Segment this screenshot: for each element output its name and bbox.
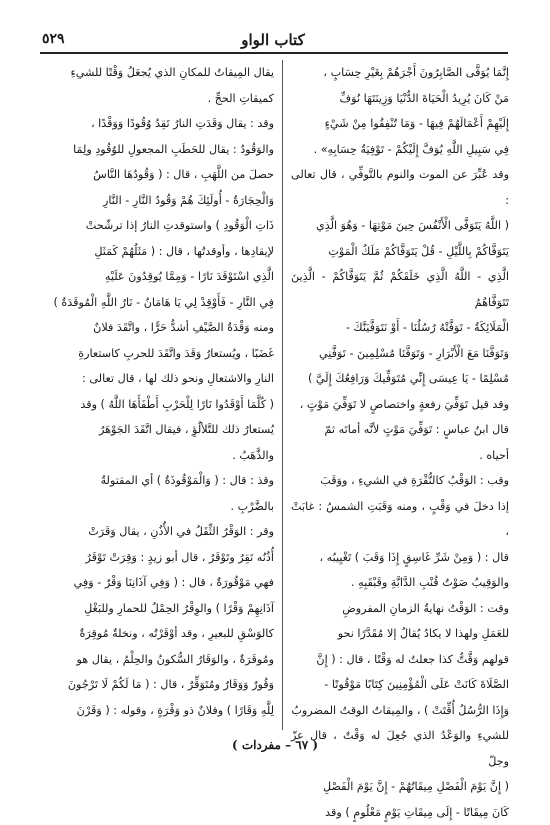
text-line: يُستعارُ ذلك للتَّلألُؤِ ، فيقال اتَّقَدَ الجَوْهَرُ: [52, 417, 274, 443]
text-line: الْمَلَائِكَةُ - تَوَفَّتْهُ رُسُلُنَا - أَوْ نَتَوَفَّيَنَّكَ -: [291, 315, 509, 341]
text-line: لِلَّهِ وَقَارًا ) وفلانٌ ذو وَقْرَةٍ ، وقوله : ( وَقَرْنَ: [52, 698, 274, 724]
text-line: وقب : الوَقْبُ كالنُّقْرَةِ في الشيءِ ، ووَقَبَ: [291, 468, 509, 494]
text-line: ( اللَّهُ يَتَوَفَّى الْأَنْفُسَ حِينَ مَوْتِهَا - وَهُوَ الَّذِي: [291, 213, 509, 239]
text-line: قولهم وَقَّتُّ كذا جعلتُ له وَقْتًا ، قال : ( إِنَّ: [291, 647, 509, 673]
text-line: الَّذِي - اللَّهُ الَّذِي خَلَقَكُمْ ثُمَّ يَتَوَفَّاكُمْ - الَّذِينَ تَتَوَفَّاهُمُ: [291, 264, 509, 315]
text-line: ( إِنَّ يَوْمَ الْفَصْلِ مِيقَاتُهُمْ - إِنَّ يَوْمَ الْفَصْلِ: [291, 774, 509, 800]
text-line: النارِ والاشتعالِ ونحو ذلك لها ، قال تعالى :: [52, 366, 274, 392]
text-line: مَنْ كَانَ يُرِيدُ الْحَيَاةَ الدُّنْيَا وَزِينَتَهَا نُوَفِّ: [291, 86, 509, 112]
text-line: للعَمَلِ ولهذا لا يكادُ يُقالُ إلا مُقَدَّرًا نحو: [291, 621, 509, 647]
text-line: مُسْلِمًا - يَا عِيسَى إِنِّي مُتَوَفِّيكَ وَرَافِعُكَ إِلَيَّ ): [291, 366, 509, 392]
signature-mark: ( ٦٧ – مفردات ): [0, 738, 550, 752]
text-line: لإيقادِها ، وأوقدتُها ، قال : ( مَثَلُهُمْ كَمَثَلِ: [52, 239, 274, 265]
page-number: ٥٢٩: [42, 31, 65, 47]
left-column: [52, 60, 274, 723]
text-line: وقذ : قال : ( وَالْمَوْقُوذَةُ ) أي المقتولةُ: [52, 468, 274, 494]
text-line: ومنه وَقْدَةُ الصَّيْفِ أشدُّ حَرًّا ، واتَّقَدَ فلانٌ: [52, 315, 274, 341]
text-line: والوَقُودُ : يقال للحَطَبِ المجعولِ للوُقُودِ ولِمَا: [52, 137, 274, 163]
page-header: [40, 28, 506, 52]
text-line: أحياه .: [291, 443, 509, 469]
text-line: أُذُنُه تَقِرُ وتَوْقَرُ ، قال أبو زيدٍ : وَقِرَتْ تَوْقَرُ: [52, 545, 274, 571]
text-line: حصلَ من اللَّهَبِ ، قال : ( وَقُودُهَا النَّاسُ: [52, 162, 274, 188]
text-line: وَإِذَا الرُّسُلُ أُقِّتَتْ ) ، والمِيقاتُ الوقتُ المضروبُ: [291, 698, 509, 724]
text-line: غَضَبًا ، ويُستعارُ وَقَدَ واتَّقَدَ للحربِ كاستعارةِ: [52, 341, 274, 367]
text-line: الَّذِي اسْتَوْقَدَ نَارًا - وَمِمَّا يُوقِدُونَ عَلَيْهِ: [52, 264, 274, 290]
text-line: كالوَسْقِ للبعيرِ ، وقد أوْقَرْتُه ، ونخلةٌ مُوقِرَةٌ: [52, 621, 274, 647]
text-line: ومُوقَرَةٌ ، والوَقَارُ السُّكونُ والحِلْمُ ، يقال هو: [52, 647, 274, 673]
header-rule: [40, 52, 508, 54]
text-line: والوَقِيبُ صَوْتُ قُنْبِ الدَّابَّةِ وقَبْقَبِهِ .: [291, 570, 509, 596]
text-line: وقد : يقال وَقَدَتِ النارُ تَقِدُ وُقُودًا وَوَقْدًا ،: [52, 111, 274, 137]
text-line: بالضَّرْبِ .: [52, 494, 274, 520]
text-line: يقال المِيقاتُ للمكانِ الذي يُجعَلُ وَقْتًا للشيءِ: [52, 60, 274, 86]
text-line: وَتَوَفَّنَا مَعَ الْأَبْرَارِ - وَتَوَفَّنَا مُسْلِمِينَ - تَوَفَّنِي: [291, 341, 509, 367]
text-line: كَانَ مِيقَاتًا - إِلَى مِيقَاتِ يَوْمٍ مَعْلُومٍ ) وقد: [291, 800, 509, 825]
text-line: للشيءِ والوَعْدُ الذي جُعِلَ له وَقْتٌ ، قال عزّ وجلّ: [291, 723, 509, 774]
text-line: وقد عُبِّرَ عن الموت والنوم بالتَّوفِّي ، قال تعالى :: [291, 162, 509, 213]
column-divider: [282, 60, 283, 730]
text-line: يَتَوَفَّاكُمْ بِاللَّيْلِ - قُلْ يَتَوَفَّاكُمْ مَلَكُ الْمَوْتِ: [291, 239, 509, 265]
text-line: وقد قيل تَوَفِّيَ رفعةٍ واختصاصٍ لا تَوَفِّيَ مَوْتٍ ،: [291, 392, 509, 418]
text-line: فِي النَّارِ - فَأَوْقِدْ لِي يَا هَامَانُ - نَارُ اللَّهِ الْمُوقَدَةُ ): [52, 290, 274, 316]
text-line: آذَانِهِمْ وَقْرًا ) والوِقْرُ الحِمْلُ للحمارِ وللبَغْلِ: [52, 596, 274, 622]
text-line: ( كُلَّمَا أَوْقَدُوا نَارًا لِلْحَرْبِ أَطْفَأَهَا اللَّهُ ) وقد: [52, 392, 274, 418]
text-line: فِي سَبِيلِ اللَّهِ يُوَفَّ إِلَيْكُمْ - تَوْفِيَةُ حِسَابِهِ» .: [291, 137, 509, 163]
text-line: وقت : الوَقْتُ نهايةُ الزمانِ المفروضِ: [291, 596, 509, 622]
right-column: [291, 60, 509, 825]
text-line: قال ابنُ عباسٍ : تَوَفِّيَ مَوْتٍ لأنَّه أماتَه ثمّ: [291, 417, 509, 443]
text-line: قال : ( وَمِنْ شَرِّ غَاسِقٍ إِذَا وَقَبَ ) تَغْيِيبُه ،: [291, 545, 509, 571]
text-line: الصَّلَاةَ كَانَتْ عَلَى الْمُؤْمِنِينَ كِتَابًا مَوْقُوتًا -: [291, 672, 509, 698]
text-line: والذَّهَبُ .: [52, 443, 274, 469]
text-line: فهي مَوْقُورَةٌ ، قال : ( وَفِي آذَانِنَا وَقْرٌ - وَفِي: [52, 570, 274, 596]
text-line: وقر : الوَقْرُ الثِّقَلُ في الأُذُنِ ، يقال وَقَرَتْ: [52, 519, 274, 545]
text-line: إِنَّمَا يُوَفَّى الصَّابِرُونَ أَجْرَهُمْ بِغَيْرِ حِسَابٍ ،: [291, 60, 509, 86]
text-line: ذَاتِ الْوَقُودِ ) واستوقدتِ النارُ إذا ترشّحتْ: [52, 213, 274, 239]
text-line: وَالْحِجَارَةُ - أُولَئِكَ هُمْ وَقُودُ النَّارِ - النَّارِ: [52, 188, 274, 214]
text-line: إِلَيْهِمْ أَعْمَالَهُمْ فِيهَا - وَمَا تُنْفِقُوا مِنْ شَيْءٍ: [291, 111, 509, 137]
page-title: كتاب الواو: [40, 31, 506, 49]
text-line: إذا دخلَ في وَقْبٍ ، ومنه وَقَبَتِ الشمسُ : غابَتْ ،: [291, 494, 509, 545]
text-line: وَقُورٌ وَوَقَارٌ ومُتَوَقِّرٌ ، قال : ( مَا لَكُمْ لَا تَرْجُونَ: [52, 672, 274, 698]
text-line: كميقاتِ الحجِّ .: [52, 86, 274, 112]
